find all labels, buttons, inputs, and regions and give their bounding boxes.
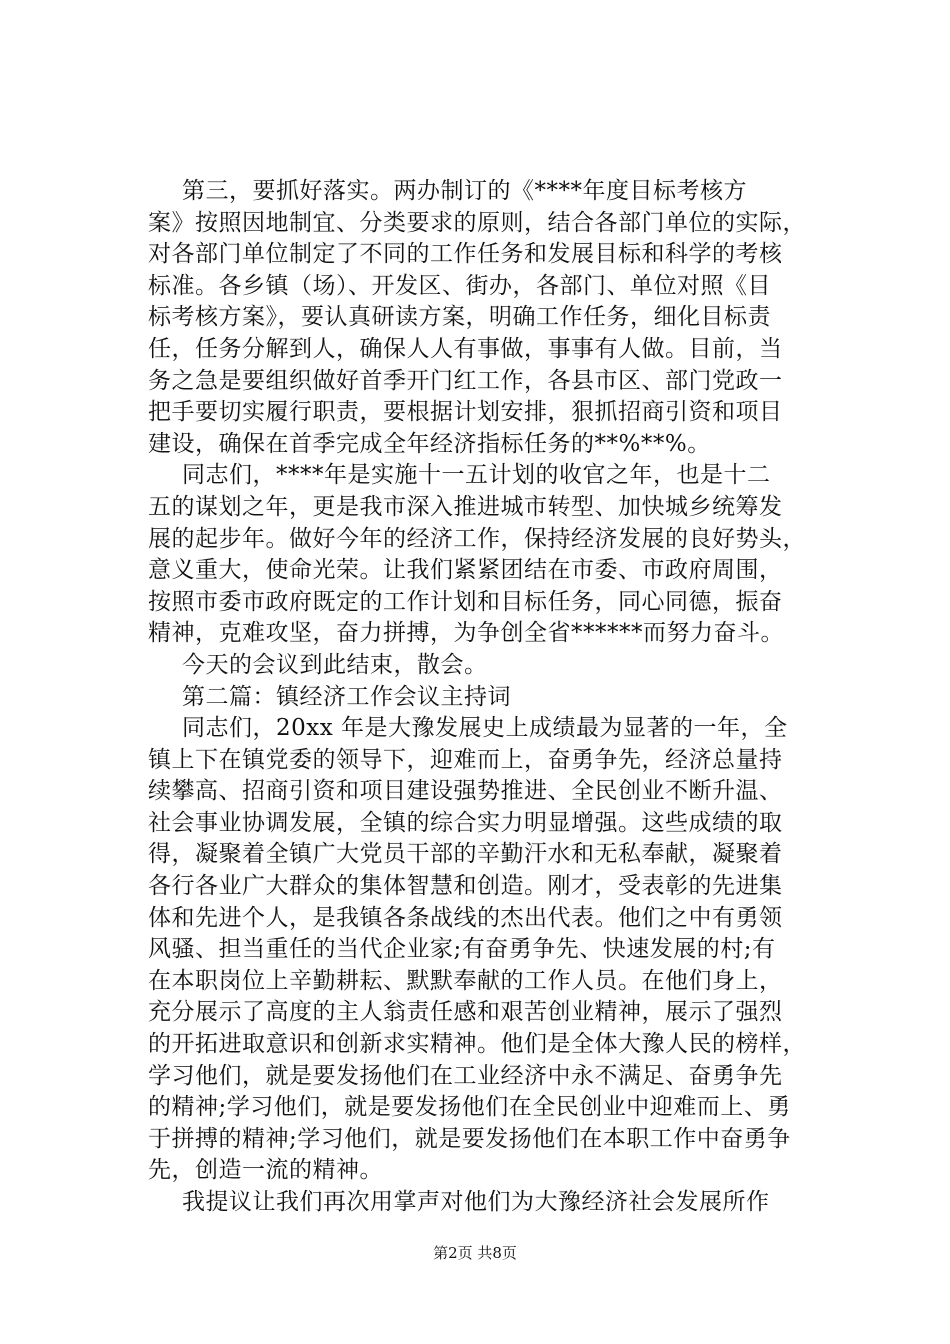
text-line: 展的起步年。做好今年的经济工作，保持经济发展的良好势头， [148, 525, 806, 552]
text-line: 标准。各乡镇（场）、开发区、街办，各部门、单位对照《目 [148, 272, 771, 299]
text-line: 续攀高、招商引资和项目建设强势推进、全民创业不断升温、 [148, 778, 783, 805]
text-line: 案》按照因地制宜、分类要求的原则，结合各部门单位的实际， [148, 209, 806, 236]
text-line: 得，凝聚着全镇广大党员干部的辛勤汗水和无私奉献，凝聚着 [148, 841, 783, 868]
text-line: 务之急是要组织做好首季开门红工作，各县市区、部门党政一 [148, 367, 783, 394]
text-line: 在本职岗位上辛勤耕耘、默默奉献的工作人员。在他们身上， [148, 967, 783, 994]
text-line: 我提议让我们再次用掌声对他们为大豫经济社会发展所作 [182, 1189, 770, 1215]
text-line: 今天的会议到此结束，散会。 [182, 651, 488, 678]
text-line: 对各部门单位制定了不同的工作任务和发展目标和科学的考核 [148, 241, 783, 268]
text-line: 建设，确保在首季完成全年经济指标任务的**%**%。 [148, 430, 711, 457]
text-line: 五的谋划之年，更是我市深入推进城市转型、加快城乡统筹发 [148, 493, 783, 520]
text-line: 的开拓进取意识和创新求实精神。他们是全体大豫人民的榜样， [148, 1031, 806, 1058]
page-indicator: 第2页 共8页 [433, 1244, 517, 1262]
text-line: 精神，克难攻坚，奋力拼搏，为争创全省******而努力奋斗。 [148, 620, 784, 647]
text-line: 把手要切实履行职责，要根据计划安排，狠抓招商引资和项目 [148, 399, 783, 426]
text-line: 标考核方案》，要认真研读方案，明确工作任务，细化目标责 [148, 304, 771, 331]
text-line: 同志们，****年是实施十一五计划的收官之年，也是十二 [182, 462, 771, 489]
text-line: 的精神;学习他们，就是要发扬他们在全民创业中迎难而上、勇 [148, 1094, 791, 1121]
text-line: 第三，要抓好落实。两办制订的《****年度目标考核方 [182, 178, 747, 204]
text-line: 各行各业广大群众的集体智慧和创造。刚才，受表彰的先进集 [148, 873, 783, 900]
text-line: 按照市委市政府既定的工作计划和目标任务，同心同德，振奋 [148, 588, 783, 615]
text-line: 社会事业协调发展，全镇的综合实力明显增强。这些成绩的取 [148, 809, 783, 836]
text-line: 任，任务分解到人，确保人人有事做，事事有人做。目前，当 [148, 335, 783, 362]
text-line: 体和先进个人，是我镇各条战线的杰出代表。他们之中有勇领 [148, 904, 783, 931]
page-footer [0, 1243, 950, 1263]
text-line: 充分展示了高度的主人翁责任感和艰苦创业精神，展示了强烈 [148, 999, 783, 1026]
text-line: 同志们，20xx 年是大豫发展史上成绩最为显著的一年，全 [182, 715, 788, 742]
text-line: 镇上下在镇党委的领导下，迎难而上，奋勇争先，经济总量持 [148, 746, 783, 773]
text-line: 第二篇：镇经济工作会议主持词 [182, 683, 511, 710]
document-body [148, 176, 838, 1219]
text-line: 风骚、担当重任的当代企业家;有奋勇争先、快速发展的村;有 [148, 936, 776, 963]
text-line: 意义重大，使命光荣。让我们紧紧团结在市委、市政府周围， [148, 557, 783, 584]
text-line: 于拼搏的精神;学习他们，就是要发扬他们在本职工作中奋勇争 [148, 1125, 791, 1152]
text-line: 学习他们，就是要发扬他们在工业经济中永不满足、奋勇争先 [148, 1062, 783, 1089]
text-line: 先，创造一流的精神。 [148, 1157, 383, 1184]
